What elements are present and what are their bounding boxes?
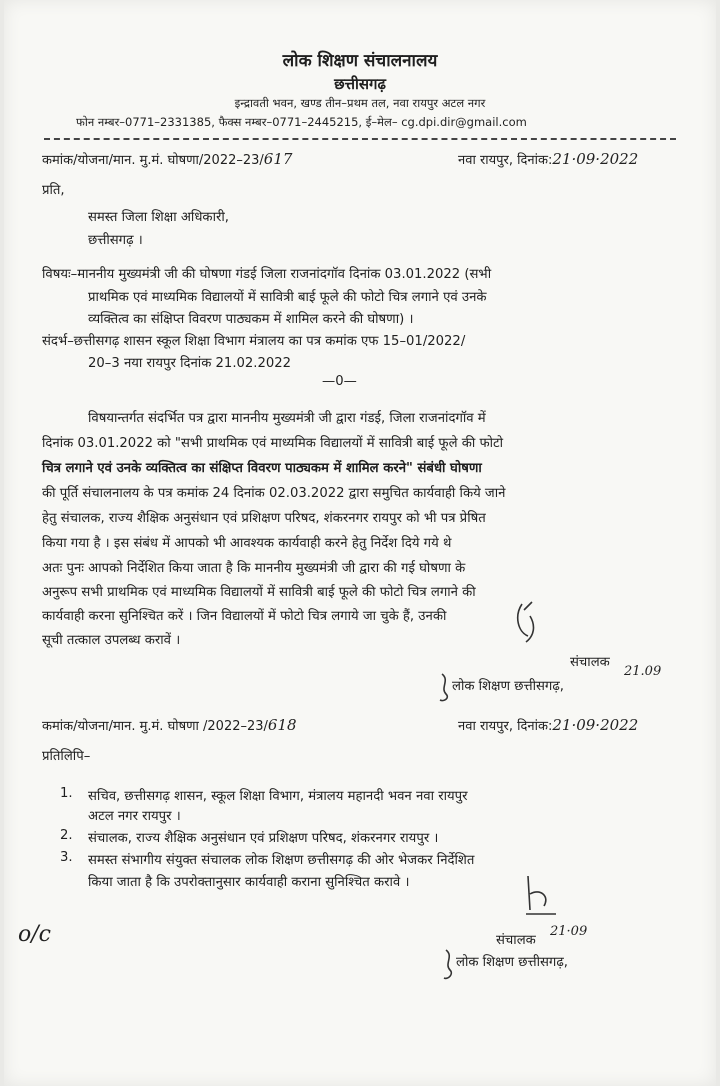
signature2-date: 21·09 — [550, 924, 588, 939]
copy-line: सचिव, छत्तीसगढ़ शासन, स्कूल शिक्षा विभाग, मंत्रालय महानदी भवन नवा रायपुर — [88, 789, 468, 804]
subject-line-2: प्राथमिक एवं माध्यमिक विद्यालयों में सावित्री बाई फूले की फोटो चित्र लगाने एवं उनके — [88, 290, 487, 305]
letter2-date — [458, 716, 638, 734]
letter1-ref-number: 617 — [263, 150, 293, 168]
letter2-date-handwritten: 21·09·2022 — [552, 716, 639, 734]
letter2-place-date-label: नवा रायपुर, दिनांक: — [458, 719, 553, 734]
letter1-date — [458, 150, 638, 168]
letter-page — [4, 0, 716, 1086]
letter1-date-handwritten: 21·09·2022 — [552, 150, 639, 168]
signature1-title: संचालक — [570, 655, 610, 670]
signature1-date: 21.09 — [624, 664, 662, 679]
copy-line: संचालक, राज्य शैक्षिक अनुसंधान एवं प्रशिक्षण परिषद, शंकरनगर रायपुर । — [88, 831, 439, 846]
body-line: चित्र लगाने एवं उनके व्यक्तित्व का संक्षिप्त विवरण पाठ्यकम में शामिल करने" संबंधी घोषणा — [42, 461, 482, 476]
letter1-place-date-label: नवा रायपुर, दिनांक: — [458, 153, 553, 168]
letter2-ref-number: 618 — [267, 716, 297, 734]
header-divider — [44, 138, 676, 140]
reference-line-1: संदर्भ–छत्तीसगढ़ शासन स्कूल शिक्षा विभाग मंत्रालय का पत्र कमांक एफ 15–01/2022/ — [42, 334, 466, 349]
recipient-line-2: छत्तीसगढ़ । — [88, 233, 143, 248]
body-line: किया गया है । इस संबंध में आपको भी आवश्यक कार्यवाही करने हेतु निर्देश दिये गये थे — [42, 536, 452, 551]
signature2-office: लोक शिक्षण छत्तीसगढ़, — [456, 955, 568, 970]
office-title: लोक शिक्षण संचालनालय — [282, 51, 438, 71]
state-name: छत्तीसगढ़ — [334, 75, 386, 93]
signature1-office: लोक शिक्षण छत्तीसगढ़, — [452, 679, 564, 694]
signature2-title: संचालक — [496, 933, 536, 948]
copy-number: 3. — [60, 850, 73, 865]
letter1-ref-prefix: कमांक/योजना/मान. मु.मं. घोषणा/2022–23/ — [42, 153, 264, 168]
signature-mark — [516, 870, 566, 920]
signature-mark — [504, 596, 564, 646]
copy-line: समस्त संभागीय संयुक्त संचालक लोक शिक्षण छत्तीसगढ़ की ओर भेजकर निर्देशित — [88, 853, 475, 868]
letter2-ref — [42, 716, 297, 734]
copy-number: 1. — [60, 786, 73, 801]
body-line: दिनांक 03.01.2022 को "सभी प्राथमिक एवं माध्यमिक विद्यालयों में सावित्री बाई फूले की फोटो — [42, 436, 504, 451]
body-line: हेतु संचालक, राज्य शैक्षिक अनुसंधान एवं प्रशिक्षण परिषद, शंकरनगर रायपुर को भी पत्र प्रेषित — [42, 511, 486, 526]
separator: —0— — [322, 374, 357, 389]
subject-line-3: व्यक्तित्व का संक्षिप्त विवरण पाठ्यकम में शामिल करने की घोषणा) । — [88, 312, 414, 327]
body-line: अनुरूप सभी प्राथमिक एवं माध्यमिक विद्यालयों में सावित्री बाई फूले की फोटो चित्र लगाने की — [42, 585, 476, 600]
recipient-line-1: समस्त जिला शिक्षा अधिकारी, — [88, 210, 229, 225]
body-line: की पूर्ति संचालनालय के पत्र कमांक 24 दिनांक 02.03.2022 द्वारा समुचित कार्यवाही किये जाने — [42, 486, 506, 501]
margin-note: o/c — [18, 922, 51, 947]
copy-number: 2. — [60, 828, 73, 843]
office-address: इन्द्रावती भवन, खण्ड तीन–प्रथम तल, नवा रायपुर अटल नगर — [234, 96, 486, 110]
office-contact: फोन नम्बर–0771–2331385, फैक्स नम्बर–0771–2445215, ई–मेल– cg.dpi.dir@gmail.com — [76, 115, 527, 129]
body-line: अतः पुनः आपको निर्देशित किया जाता है कि माननीय मुख्यमंत्री जी द्वारा की गई घोषणा के — [42, 561, 466, 576]
to-label: प्रति, — [42, 183, 65, 198]
subject-line-1: विषयः–माननीय मुख्यमंत्री जी की घोषणा गंडई जिला राजनांदगॉव दिनांक 03.01.2022 (सभी — [42, 267, 492, 282]
letter2-ref-prefix: कमांक/योजना/मान. मु.मं. घोषणा /2022–23/ — [42, 719, 268, 734]
copy-label: प्रतिलिपि– — [42, 749, 91, 764]
reference-line-2: 20–3 नया रायपुर दिनांक 21.02.2022 — [88, 356, 292, 371]
body-line: कार्यवाही करना सुनिश्चित करें । जिन विद्यालयों में फोटो चित्र लगाये जा चुके हैं, उनकी — [42, 609, 447, 624]
copy-line: किया जाता है कि उपरोक्तानुसार कार्यवाही कराना सुनिश्चित करावे । — [88, 875, 410, 890]
letter1-ref — [42, 150, 292, 168]
body-line: सूची तत्काल उपलब्ध करावें । — [42, 633, 181, 648]
copy-line: अटल नगर रायपुर । — [88, 809, 181, 824]
body-line: विषयान्तर्गत संदर्भित पत्र द्वारा माननीय मुख्यमंत्री जी द्वारा गंडई, जिला राजनांदगॉव में — [88, 411, 486, 426]
